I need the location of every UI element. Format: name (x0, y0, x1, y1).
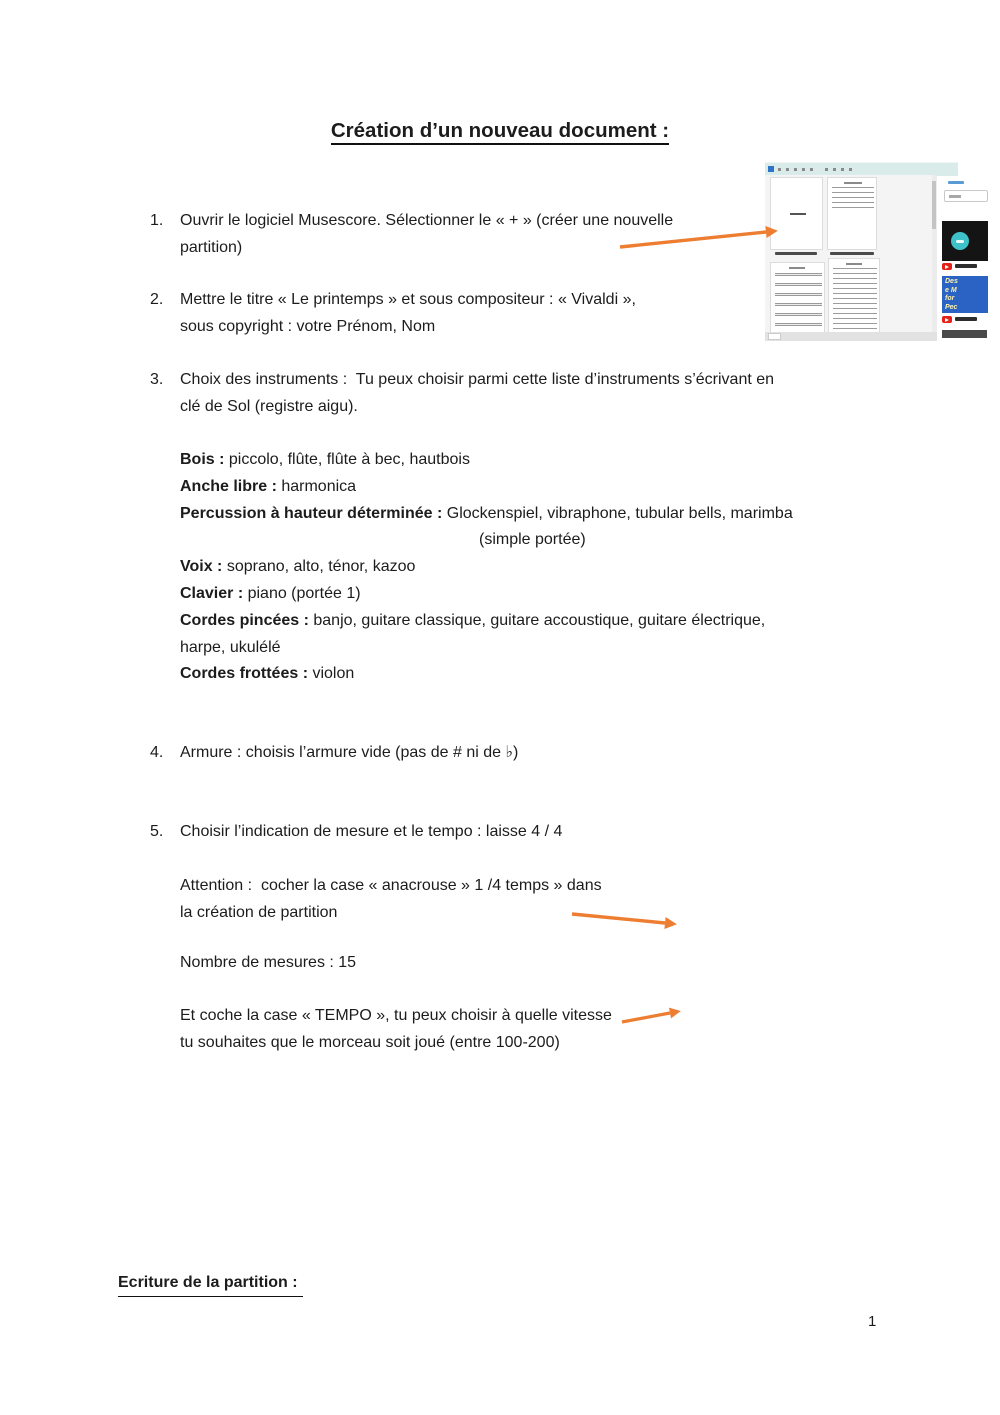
score-card (770, 262, 825, 337)
video-thumbnail-blue (942, 276, 988, 313)
link-text-blur (948, 181, 964, 184)
attention-note: Attention : cocher la case « anacrouse » 1 /4 temps » dans la création de partition (180, 877, 602, 921)
instrument-line-cordes-frottees: Cordes frottées : violon (180, 665, 355, 683)
play-icon (945, 318, 949, 322)
list-number-5: 5. (150, 823, 164, 840)
footer-heading: Ecriture de la partition : (118, 1269, 303, 1297)
instrument-line-percussion-cont: (simple portée) (479, 531, 586, 549)
musescore-logo-icon (951, 232, 969, 250)
toolbar-icons-blur (825, 168, 853, 171)
score-card-title-blur (844, 182, 862, 184)
music-notation-blur (832, 187, 874, 209)
measures-note: Nombre de mesures : 15 (180, 954, 357, 971)
list-number-1: 1. (150, 212, 164, 229)
score-card-title-blur (789, 267, 805, 269)
instrument-line-anche: Anche libre : harmonica (180, 477, 357, 495)
search-text-blur (949, 195, 961, 198)
score-card-title-blur (846, 263, 862, 265)
instrument-line-cordes-pincees: Cordes pincées : banjo, guitare classique, guitare accoustique, guitare électrique, (180, 611, 766, 629)
statusbar-blur (765, 332, 937, 341)
instruments-list (180, 447, 793, 688)
statusbar-button-blur (768, 333, 781, 340)
youtube-badge-icon (942, 263, 952, 270)
play-icon (945, 265, 949, 269)
youtube-badge-icon (942, 316, 952, 323)
arrow-annotation-3 (608, 998, 692, 1028)
scrollbar-horizontal-blur (942, 330, 987, 338)
score-card-getting-started (827, 177, 877, 250)
list-item-3: Choix des instruments : Tu peux choisir parmi cette liste d’instruments s’écrivant en clé de Sol (registre aigu). (180, 371, 775, 415)
video-caption-line: Des (945, 278, 958, 285)
musescore-app-icon (768, 166, 774, 172)
list-number-3: 3. (150, 371, 164, 388)
logo-mark (956, 240, 964, 243)
video-caption-line: Pec (945, 303, 958, 311)
new-score-dash (790, 213, 806, 215)
instrument-line-percussion: Percussion à hauteur déterminée : Glockenspiel, vibraphone, tubular bells, marimba (180, 504, 793, 522)
music-notation-blur (833, 268, 877, 334)
score-card-caption-blur (830, 252, 874, 255)
video-thumbnail-dark (942, 221, 988, 261)
tempo-note: Et coche la case « TEMPO », tu peux choisir à quelle vitesse tu souhaites que le morceau soit joué (entre 100-200) (180, 1007, 612, 1051)
instrument-line-voix: Voix : soprano, alto, ténor, kazoo (180, 558, 416, 576)
list-item-2: Mettre le titre « Le printemps » et sous compositeur : « Vivaldi », sous copyright : votre Prénom, Nom (180, 291, 636, 335)
document-title: Création d’un nouveau document : (331, 119, 669, 145)
instrument-line-clavier: Clavier : piano (portée 1) (180, 584, 361, 602)
video-caption-line: for (945, 295, 955, 302)
musescore-screenshot-image[interactable] (765, 155, 991, 343)
screenshot-titlebar (765, 162, 958, 176)
video-caption-blur (955, 264, 977, 268)
list-item-5: Choisir l’indication de mesure et le tempo : laisse 4 / 4 (180, 823, 563, 840)
arrow-annotation-2 (560, 903, 692, 935)
scrollbar-thumb (932, 181, 936, 229)
music-notation-blur (775, 273, 822, 333)
instrument-line-bois: Bois : piccolo, flûte, flûte à bec, hautbois (180, 451, 470, 468)
instrument-line-cordes-pincees-cont: harpe, ukulélé (180, 638, 281, 656)
search-field-blur (944, 190, 988, 202)
list-item-4: Armure : choisis l’armure vide (pas de # ni de ♭) (180, 744, 519, 761)
page-number: 1 (868, 1313, 877, 1330)
video-caption-line: e M (945, 286, 957, 294)
score-card (828, 258, 880, 336)
list-number-2: 2. (150, 291, 164, 308)
list-number-4: 4. (150, 744, 164, 761)
list-item-1: Ouvrir le logiciel Musescore. Sélectionner le « + » (créer une nouvelle partition) (180, 212, 674, 256)
title-row (0, 119, 1000, 143)
video-caption-blur (955, 317, 977, 321)
menu-text-blur (778, 168, 818, 171)
arrow-annotation-1 (608, 218, 788, 254)
